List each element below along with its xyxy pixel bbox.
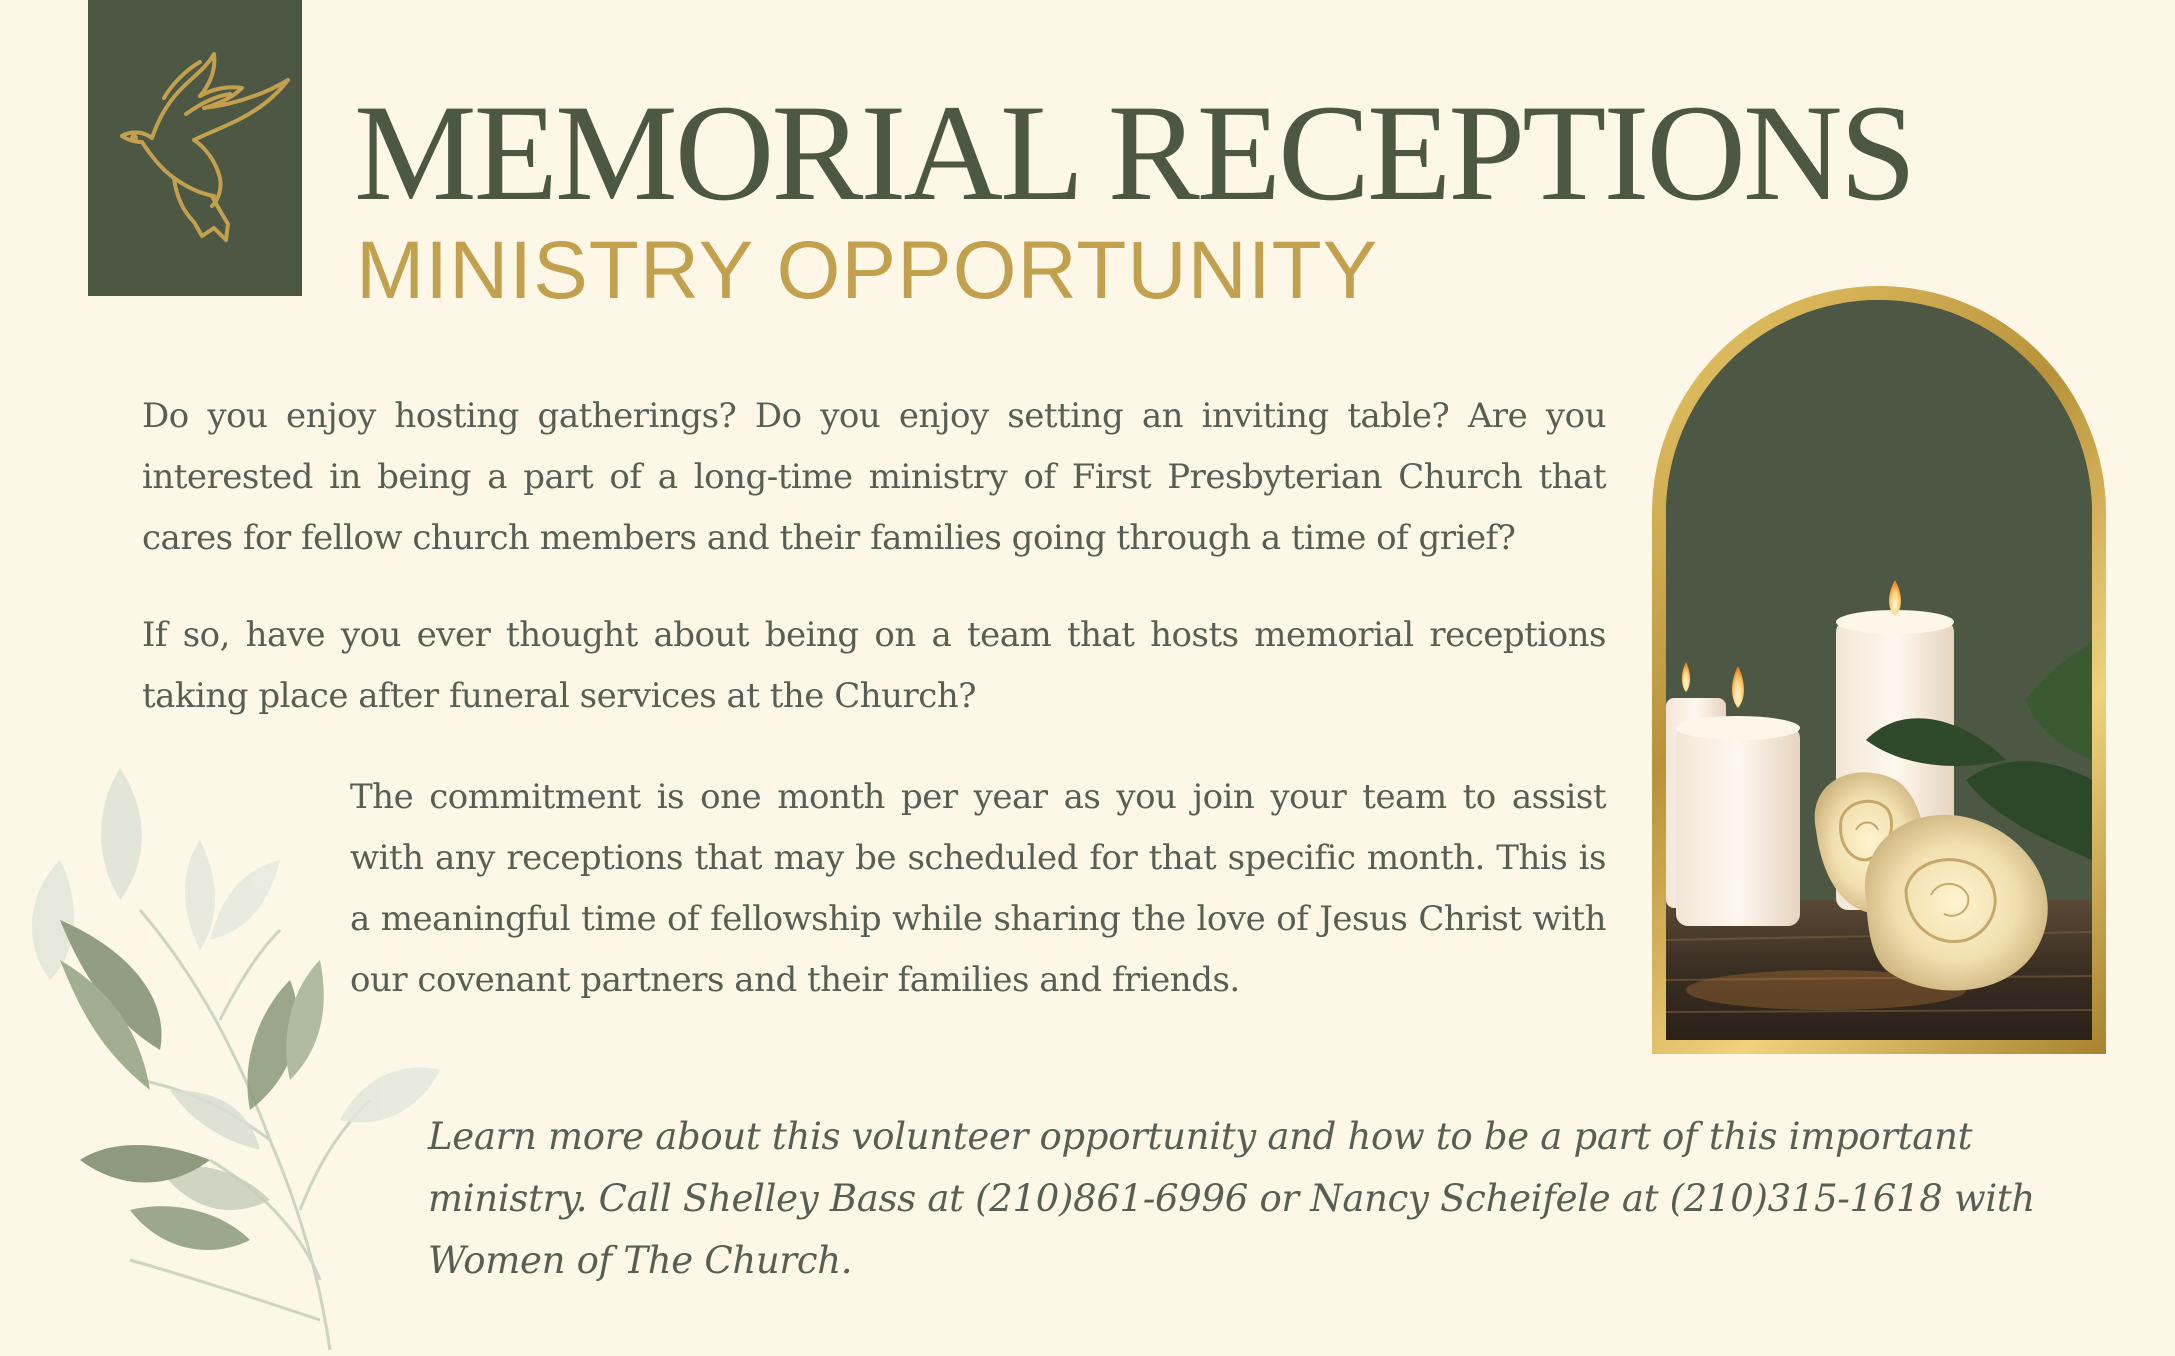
- contact-paragraph: Learn more about this volunteer opportunity and how to be a part of this important ministry. Call Shelley Bass at (210)861-6996 or Nancy Scheifele at (210)315-1618 with Women of The Church.: [428, 1115, 2035, 1282]
- logo-box: [88, 0, 302, 296]
- question-paragraph: If so, have you ever thought about being on a team that hosts memorial receptions taking place after funeral services at the Church?: [142, 615, 1606, 716]
- intro-paragraph: Do you enjoy hosting gatherings? Do you enjoy setting an inviting table? Are you interested in being a part of a long-time ministry of First Presbyterian Church that cares for fellow church members and their families going through a time of grief?: [142, 396, 1606, 558]
- page-title: MEMORIAL RECEPTIONS: [354, 76, 1914, 229]
- dove-icon: [102, 44, 292, 264]
- candles-roses-image: [1666, 300, 2092, 1040]
- page-subtitle: MINISTRY OPPORTUNITY: [356, 225, 1379, 316]
- commitment-paragraph: The commitment is one month per year as you join your team to assist with any receptions that may be scheduled for that specific month. This is a meaningful time of fellowship while sharing the love of Jesus Christ with our covenant partners and their families and friends.: [350, 777, 1606, 1000]
- photo-frame-inner: [1666, 300, 2092, 1040]
- photo-arch-frame: [1652, 286, 2106, 1054]
